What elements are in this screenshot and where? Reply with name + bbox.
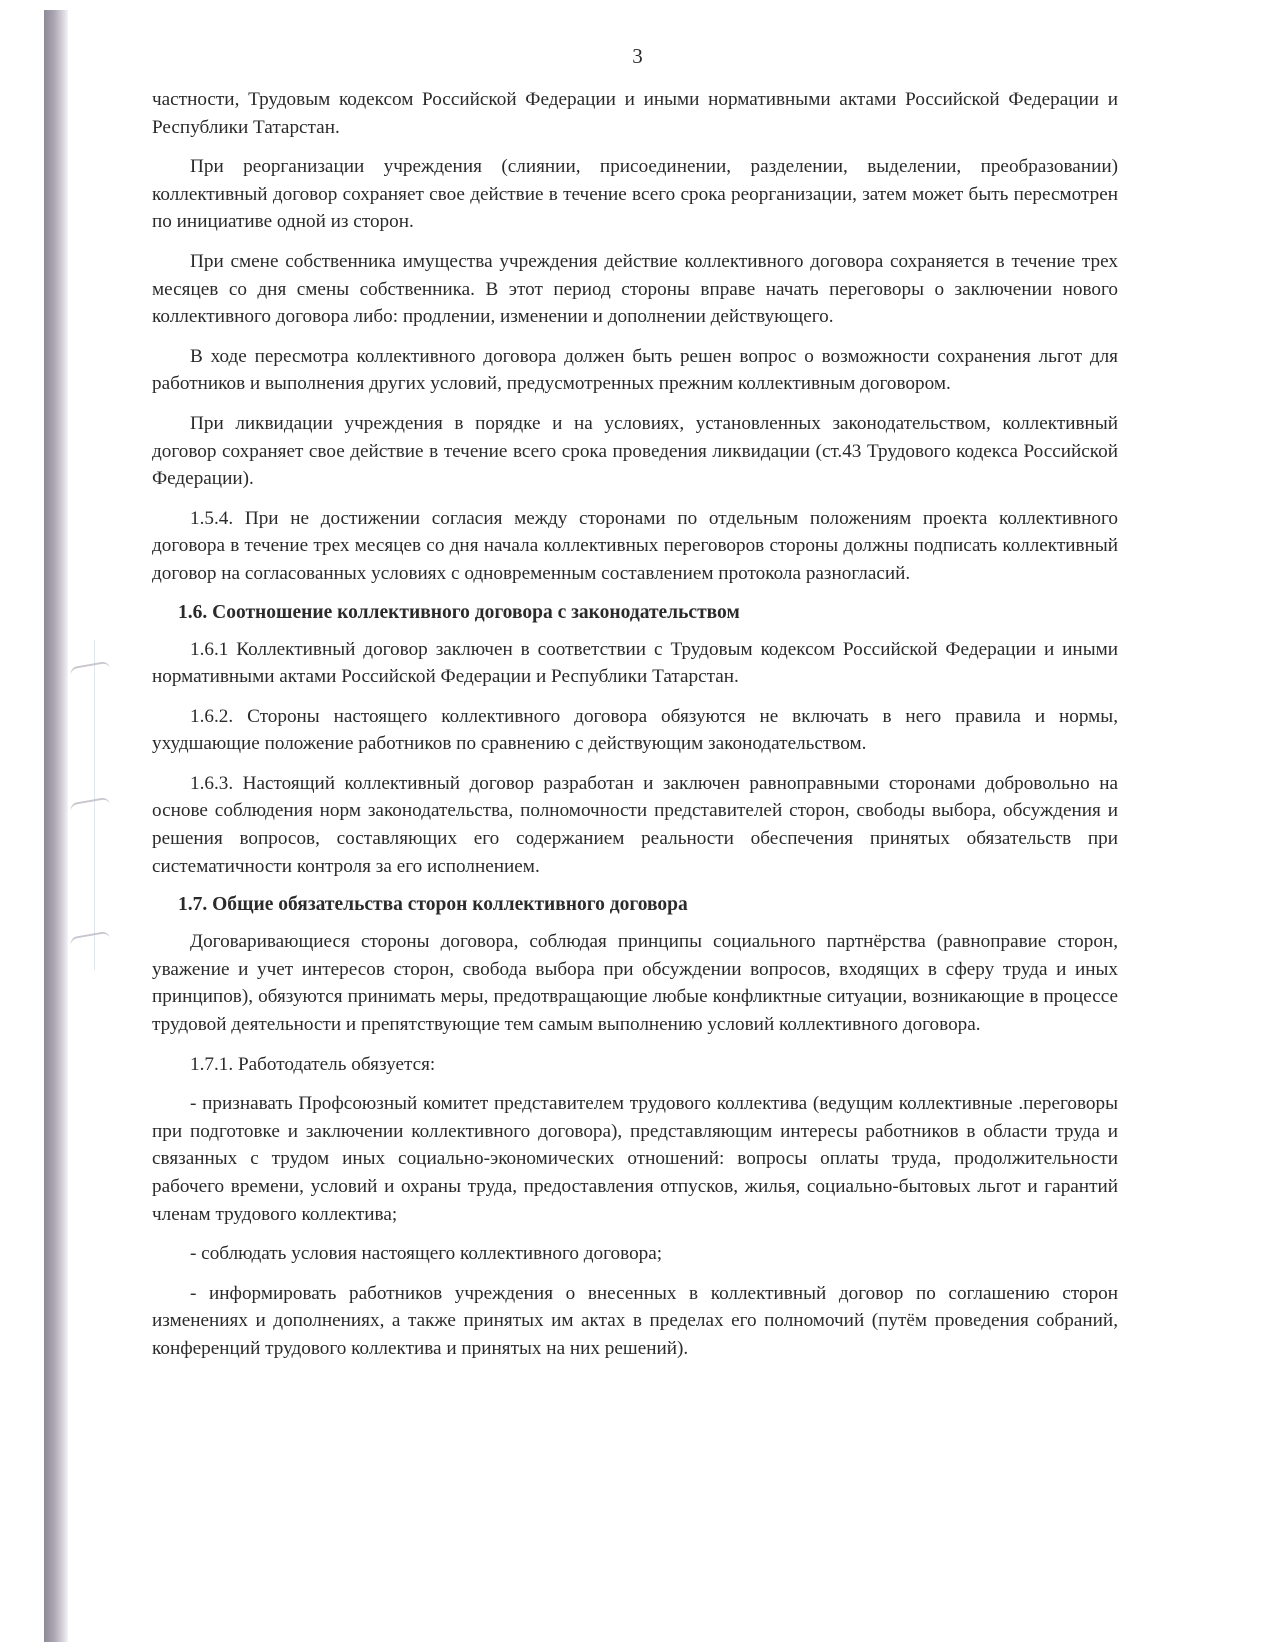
paragraph: В ходе пересмотра коллективного договора должен быть решен вопрос о возможности сохранения льгот для работников и выполнения других условий, предусмотренных прежним коллективным договором. (152, 345, 1118, 395)
page-number: 3 (632, 44, 643, 68)
paragraph: При реорганизации учреждения (слиянии, присоединении, разделении, выделении, преобразовании) коллективный договор сохраняет свое действие в течение всего срока реорганизации, затем может быть пересмотрен по инициативе одной из сторон. (152, 156, 1118, 233)
paragraph: Договаривающиеся стороны договора, соблюдая принципы социального партнёрства (равноправие сторон, уважение и учет интересов сторон, свобода выбора при обсуждении вопросов, входящих в сферу труда и иных принципов), обязуются принимать меры, предотвращающие любые конфликтные ситуации, возникающие в процессе трудовой деятельности и препятствующие тем самым выполнению условий коллективного договора. (152, 931, 1118, 1036)
list-item: - соблюдать условия настоящего коллективного договора; (190, 1243, 663, 1265)
section-heading: 1.7. Общие обязательства сторон коллективного договора (178, 894, 688, 916)
scan-top-margin (44, 0, 1275, 10)
binding-stitch (69, 931, 110, 948)
paragraph: 1.6.2. Стороны настоящего коллективного договора обязуются не включать в него правила и нормы, ухудшающие положение работников по сравнению с действующим законодательством. (152, 705, 1118, 755)
section-heading: 1.6. Соотношение коллективного договора с законодательством (178, 601, 740, 623)
binding-edge (44, 10, 68, 1642)
paragraph: 1.7.1. Работодатель обязуется: (190, 1053, 436, 1075)
list-item: - информировать работников учреждения о внесенных в коллективный договор по соглашению сторон изменениях и дополнениях, а также принятых им актах в пределах его полномочий (путём проведения собраний, конференций трудового коллектива и принятых на них решений). (152, 1282, 1118, 1359)
paragraph: При ликвидации учреждения в порядке и на условиях, установленных законодательством, коллективный договор сохраняет свое действие в течение всего срока проведения ликвидации (ст.43 Трудового кодекса Российской Федерации). (152, 412, 1118, 490)
list-item: - признавать Профсоюзный комитет представителем трудового коллектива (ведущим коллективные .переговоры при подготовке и заключении коллективного договора), представляющим интересы работников в области труда и связанных с трудом иных социально-экономических отношений: вопросы оплаты труда, продолжительности рабочего времени, условий и охраны труда, предоставления отпусков, жилья, социально-бытовых льгот и гарантий членам трудового коллектива; (152, 1093, 1118, 1225)
paragraph: частности, Трудовым кодексом Российской Федерации и иными нормативными актами Российской Федерации и Республики Татарстан. (152, 89, 1118, 138)
document-body (152, 86, 1118, 1375)
binding-stitch (69, 797, 110, 814)
paragraph: 1.6.1 Коллективный договор заключен в соответствии с Трудовым кодексом Российской Федерации и иными нормативными актами Российской Федерации и Республики Татарстан. (152, 638, 1118, 688)
paragraph: При смене собственника имущества учреждения действие коллективного договора сохраняется в течение трех месяцев со дня смены собственника. В этот период стороны вправе начать переговоры о заключении нового коллективного договора либо: продлении, изменении и дополнении действующего. (152, 250, 1118, 328)
paragraph: 1.6.3. Настоящий коллективный договор разработан и заключен равноправными сторонами добровольно на основе соблюдения норм законодательства, полномочности представителей сторон, свободы выбора, обсуждения и решения вопросов, составляющих его содержанием реальности обеспечения принятых обязательств при систематичности контроля за его исполнением. (152, 772, 1118, 877)
paragraph: 1.5.4. При не достижении согласия между сторонами по отдельным положениям проекта коллективного договора в течение трех месяцев со дня начала коллективных переговоров стороны должны подписать коллективный договор на согласованных условиях с одновременным составлением протокола разногласий. (152, 507, 1118, 584)
binding-stitch (69, 661, 110, 678)
